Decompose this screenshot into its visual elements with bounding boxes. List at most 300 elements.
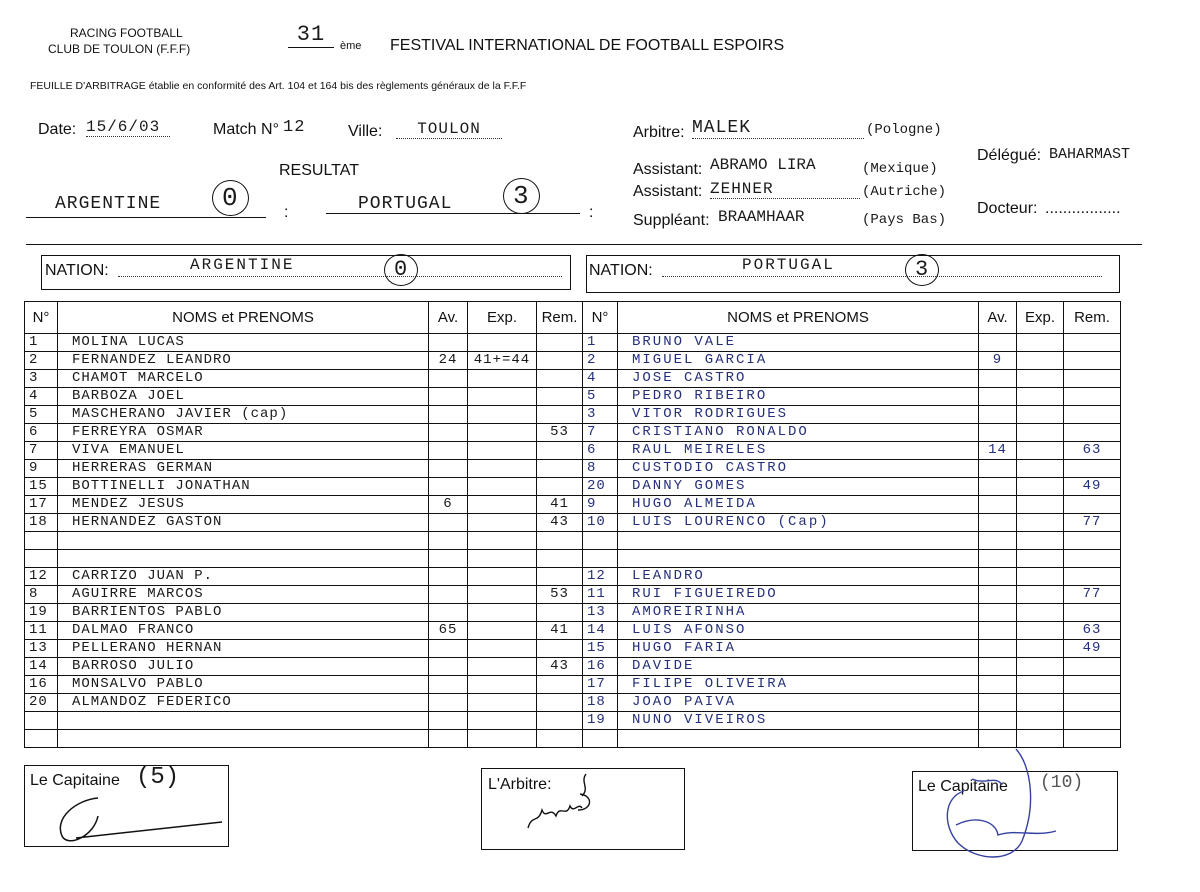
left-player-num: 18 xyxy=(25,514,58,532)
right-player-exp xyxy=(1017,478,1064,496)
doctor-label: Docteur: xyxy=(977,200,1038,217)
right-player-rem xyxy=(1064,496,1121,514)
table-row xyxy=(25,496,1121,514)
right-player-av xyxy=(979,550,1017,568)
left-player-av xyxy=(429,478,468,496)
substitute-country: (Pays Bas) xyxy=(862,212,947,228)
right-player-exp xyxy=(1017,622,1064,640)
left-player-name xyxy=(58,550,429,568)
right-player-num: 11 xyxy=(583,586,618,604)
right-player-name: CRISTIANO RONALDO xyxy=(618,424,979,442)
left-player-exp xyxy=(468,730,537,748)
right-player-av xyxy=(979,478,1017,496)
left-player-av xyxy=(429,730,468,748)
right-player-av xyxy=(979,388,1017,406)
table-row xyxy=(25,424,1121,442)
right-player-exp xyxy=(1017,604,1064,622)
right-player-rem xyxy=(1064,568,1121,586)
right-player-av xyxy=(979,712,1017,730)
left-player-name: FERREYRA OSMAR xyxy=(58,424,429,442)
result-colon-left: : xyxy=(284,204,289,221)
right-player-rem xyxy=(1064,550,1121,568)
left-player-exp xyxy=(468,388,537,406)
result-colon-right: : xyxy=(589,204,594,221)
right-player-num: 20 xyxy=(583,478,618,496)
referee-label: Arbitre: xyxy=(633,124,685,141)
assistant2-value: ZEHNER xyxy=(710,180,860,199)
right-player-exp xyxy=(1017,568,1064,586)
left-player-exp xyxy=(468,712,537,730)
home-score-value: 0 xyxy=(212,180,249,216)
left-player-av: 6 xyxy=(429,496,468,514)
roster-table xyxy=(24,301,1121,748)
header-av-right: Av. xyxy=(979,302,1017,334)
table-row xyxy=(25,370,1121,388)
right-player-exp xyxy=(1017,424,1064,442)
left-player-name: MOLINA LUCAS xyxy=(58,334,429,352)
left-player-rem xyxy=(537,640,583,658)
left-player-num: 6 xyxy=(25,424,58,442)
left-player-num: 3 xyxy=(25,370,58,388)
right-player-num: 8 xyxy=(583,460,618,478)
right-player-exp xyxy=(1017,640,1064,658)
result-label: RESULTAT xyxy=(279,162,360,179)
date-value: 15/6/03 xyxy=(86,118,170,137)
left-player-rem xyxy=(537,604,583,622)
left-player-name: MASCHERANO JAVIER (cap) xyxy=(58,406,429,424)
header-rem-right: Rem. xyxy=(1064,302,1121,334)
table-row xyxy=(25,694,1121,712)
table-row xyxy=(25,406,1121,424)
right-player-num: 1 xyxy=(583,334,618,352)
right-player-av xyxy=(979,568,1017,586)
right-player-exp xyxy=(1017,370,1064,388)
left-player-exp xyxy=(468,658,537,676)
right-player-rem xyxy=(1064,388,1121,406)
right-player-num: 16 xyxy=(583,658,618,676)
sheet-description: FEUILLE D'ARBITRAGE établie en conformité des Art. 104 et 164 bis des règlements généraux de la F.F.F xyxy=(30,80,527,92)
right-player-rem xyxy=(1064,676,1121,694)
right-player-exp xyxy=(1017,496,1064,514)
left-player-rem xyxy=(537,568,583,586)
right-player-av xyxy=(979,658,1017,676)
left-player-num: 19 xyxy=(25,604,58,622)
left-player-rem xyxy=(537,532,583,550)
left-player-av xyxy=(429,370,468,388)
right-player-num: 3 xyxy=(583,406,618,424)
right-player-av xyxy=(979,532,1017,550)
right-player-num: 9 xyxy=(583,496,618,514)
home-team-name: ARGENTINE xyxy=(55,194,162,214)
table-row xyxy=(25,622,1121,640)
nation-box-left xyxy=(41,255,571,290)
substitute-label: Suppléant: xyxy=(633,212,710,229)
left-player-av xyxy=(429,514,468,532)
left-player-exp xyxy=(468,442,537,460)
table-row xyxy=(25,550,1121,568)
left-player-name: MENDEZ JESUS xyxy=(58,496,429,514)
left-player-exp xyxy=(468,406,537,424)
header-num-left: N° xyxy=(25,302,58,334)
referee-country: (Pologne) xyxy=(866,122,942,138)
nation-name-left: ARGENTINE xyxy=(190,256,295,274)
right-player-name: MIGUEL GARCIA xyxy=(618,352,979,370)
right-player-exp xyxy=(1017,712,1064,730)
left-player-name xyxy=(58,712,429,730)
right-player-num: 17 xyxy=(583,676,618,694)
table-row xyxy=(25,460,1121,478)
table-row xyxy=(25,640,1121,658)
left-player-av xyxy=(429,406,468,424)
club-name-line1: RACING FOOTBALL xyxy=(70,26,183,40)
left-captain-label: Le Capitaine xyxy=(30,772,120,789)
left-player-rem xyxy=(537,352,583,370)
edition-suffix: ème xyxy=(340,40,362,52)
left-player-av xyxy=(429,334,468,352)
city-label: Ville: xyxy=(348,123,383,140)
right-player-rem xyxy=(1064,658,1121,676)
left-player-exp xyxy=(468,550,537,568)
match-number-value: 12 xyxy=(283,118,306,137)
table-row xyxy=(25,712,1121,730)
left-player-num: 13 xyxy=(25,640,58,658)
left-player-av xyxy=(429,388,468,406)
left-player-num: 14 xyxy=(25,658,58,676)
right-player-exp xyxy=(1017,460,1064,478)
away-result-line xyxy=(326,213,580,214)
header-exp-left: Exp. xyxy=(468,302,537,334)
left-player-name xyxy=(58,532,429,550)
left-player-name: CHAMOT MARCELO xyxy=(58,370,429,388)
left-player-rem: 53 xyxy=(537,424,583,442)
right-player-name: LUIS LOURENCO (Cap) xyxy=(618,514,979,532)
left-player-av: 65 xyxy=(429,622,468,640)
right-player-exp xyxy=(1017,442,1064,460)
right-player-name: NUNO VIVEIROS xyxy=(618,712,979,730)
right-player-rem: 49 xyxy=(1064,640,1121,658)
right-player-av xyxy=(979,622,1017,640)
left-player-name: BARBOZA JOEL xyxy=(58,388,429,406)
left-player-rem xyxy=(537,460,583,478)
right-player-exp xyxy=(1017,334,1064,352)
right-player-name: DAVIDE xyxy=(618,658,979,676)
right-player-av: 9 xyxy=(979,352,1017,370)
right-player-rem: 63 xyxy=(1064,442,1121,460)
right-player-rem xyxy=(1064,406,1121,424)
right-player-rem: 49 xyxy=(1064,478,1121,496)
right-captain-number: (10) xyxy=(1040,773,1084,793)
table-row xyxy=(25,334,1121,352)
city-value: TOULON xyxy=(396,120,502,139)
left-player-num: 1 xyxy=(25,334,58,352)
right-player-rem xyxy=(1064,334,1121,352)
left-player-num xyxy=(25,712,58,730)
right-player-exp xyxy=(1017,550,1064,568)
right-player-exp xyxy=(1017,406,1064,424)
right-player-name: JOSE CASTRO xyxy=(618,370,979,388)
left-player-exp xyxy=(468,496,537,514)
festival-title: FESTIVAL INTERNATIONAL DE FOOTBALL ESPOIRS xyxy=(390,37,785,54)
right-player-name xyxy=(618,532,979,550)
edition-number: 31 xyxy=(288,22,334,48)
right-player-name: LEANDRO xyxy=(618,568,979,586)
right-player-exp xyxy=(1017,532,1064,550)
left-player-rem: 43 xyxy=(537,514,583,532)
assistant2-country: (Autriche) xyxy=(862,184,947,200)
left-player-exp: 41+=44 xyxy=(468,352,537,370)
right-player-num: 5 xyxy=(583,388,618,406)
left-player-name: BARROSO JULIO xyxy=(58,658,429,676)
right-player-exp xyxy=(1017,514,1064,532)
left-player-exp xyxy=(468,568,537,586)
right-player-av xyxy=(979,334,1017,352)
left-player-rem: 41 xyxy=(537,622,583,640)
left-player-name xyxy=(58,730,429,748)
left-player-num: 7 xyxy=(25,442,58,460)
left-player-exp xyxy=(468,586,537,604)
left-player-exp xyxy=(468,460,537,478)
left-player-num: 8 xyxy=(25,586,58,604)
home-result-line xyxy=(26,217,266,218)
nation-score-right xyxy=(905,254,939,286)
right-player-num: 12 xyxy=(583,568,618,586)
left-player-exp xyxy=(468,514,537,532)
left-player-num: 5 xyxy=(25,406,58,424)
right-player-av xyxy=(979,514,1017,532)
match-number-label: Match N° xyxy=(213,121,279,138)
left-player-av xyxy=(429,676,468,694)
right-player-name: RAUL MEIRELES xyxy=(618,442,979,460)
right-player-exp xyxy=(1017,388,1064,406)
right-player-av xyxy=(979,460,1017,478)
left-player-exp xyxy=(468,478,537,496)
left-player-name: HERNANDEZ GASTON xyxy=(58,514,429,532)
right-player-num: 14 xyxy=(583,622,618,640)
right-player-rem: 77 xyxy=(1064,514,1121,532)
assistant1-label: Assistant: xyxy=(633,161,703,178)
right-player-name: LUIS AFONSO xyxy=(618,622,979,640)
right-player-num: 7 xyxy=(583,424,618,442)
right-player-exp xyxy=(1017,658,1064,676)
right-player-av xyxy=(979,676,1017,694)
right-player-name: HUGO ALMEIDA xyxy=(618,496,979,514)
table-row xyxy=(25,604,1121,622)
left-player-av xyxy=(429,460,468,478)
right-player-name: DANNY GOMES xyxy=(618,478,979,496)
left-player-num: 20 xyxy=(25,694,58,712)
left-player-av xyxy=(429,550,468,568)
nation-dotline-left xyxy=(118,276,562,277)
doctor-value: ................. xyxy=(1045,200,1121,217)
left-player-num xyxy=(25,730,58,748)
left-player-rem xyxy=(537,334,583,352)
left-player-av xyxy=(429,568,468,586)
right-player-num: 4 xyxy=(583,370,618,388)
left-player-rem: 53 xyxy=(537,586,583,604)
assistant1-country: (Mexique) xyxy=(862,161,938,177)
right-player-name: PEDRO RIBEIRO xyxy=(618,388,979,406)
right-player-name: VITOR RODRIGUES xyxy=(618,406,979,424)
left-player-name: BARRIENTOS PABLO xyxy=(58,604,429,622)
right-player-rem xyxy=(1064,604,1121,622)
right-player-exp xyxy=(1017,676,1064,694)
left-player-name: VIVA EMANUEL xyxy=(58,442,429,460)
table-row xyxy=(25,388,1121,406)
right-player-av xyxy=(979,406,1017,424)
right-player-name xyxy=(618,730,979,748)
right-player-exp xyxy=(1017,694,1064,712)
right-player-rem xyxy=(1064,424,1121,442)
left-player-exp xyxy=(468,604,537,622)
left-player-av xyxy=(429,604,468,622)
left-player-num: 15 xyxy=(25,478,58,496)
left-player-av xyxy=(429,640,468,658)
right-player-num: 13 xyxy=(583,604,618,622)
right-player-num: 15 xyxy=(583,640,618,658)
right-player-name: BRUNO VALE xyxy=(618,334,979,352)
left-player-exp xyxy=(468,334,537,352)
left-player-num xyxy=(25,532,58,550)
left-player-av xyxy=(429,694,468,712)
right-player-av xyxy=(979,604,1017,622)
left-player-av xyxy=(429,658,468,676)
table-row xyxy=(25,442,1121,460)
right-player-av xyxy=(979,694,1017,712)
table-row xyxy=(25,658,1121,676)
table-row xyxy=(25,586,1121,604)
assistant1-value: ABRAMO LIRA xyxy=(710,156,816,174)
right-player-rem xyxy=(1064,352,1121,370)
away-team-name: PORTUGAL xyxy=(358,194,453,214)
right-player-exp xyxy=(1017,352,1064,370)
right-player-name: CUSTODIO CASTRO xyxy=(618,460,979,478)
right-player-name: AMOREIRINHA xyxy=(618,604,979,622)
left-player-name: FERNANDEZ LEANDRO xyxy=(58,352,429,370)
nation-label-right: NATION: xyxy=(589,262,653,279)
right-player-num xyxy=(583,550,618,568)
left-player-name: HERRERAS GERMAN xyxy=(58,460,429,478)
left-player-num: 11 xyxy=(25,622,58,640)
home-score xyxy=(212,180,249,216)
right-player-num: 10 xyxy=(583,514,618,532)
right-player-name: JOAO PAIVA xyxy=(618,694,979,712)
roster-header-row xyxy=(25,302,1121,334)
header-av-left: Av. xyxy=(429,302,468,334)
left-player-rem xyxy=(537,712,583,730)
left-player-rem xyxy=(537,406,583,424)
left-player-num: 12 xyxy=(25,568,58,586)
right-player-num: 6 xyxy=(583,442,618,460)
left-player-exp xyxy=(468,622,537,640)
right-player-name: HUGO FARIA xyxy=(618,640,979,658)
left-player-name: ALMANDOZ FEDERICO xyxy=(58,694,429,712)
right-player-rem: 63 xyxy=(1064,622,1121,640)
left-player-av xyxy=(429,424,468,442)
table-row xyxy=(25,478,1121,496)
left-player-rem: 43 xyxy=(537,658,583,676)
table-row xyxy=(25,568,1121,586)
referee-signature-label: L'Arbitre: xyxy=(488,776,552,793)
right-captain-label: Le Capitaine xyxy=(918,778,1008,795)
right-player-av xyxy=(979,640,1017,658)
right-player-av: 14 xyxy=(979,442,1017,460)
right-player-av xyxy=(979,586,1017,604)
right-player-rem xyxy=(1064,460,1121,478)
left-player-name: MONSALVO PABLO xyxy=(58,676,429,694)
right-player-av xyxy=(979,370,1017,388)
referee-signature xyxy=(520,770,610,840)
left-player-rem xyxy=(537,478,583,496)
right-player-rem xyxy=(1064,694,1121,712)
left-player-rem xyxy=(537,730,583,748)
left-player-exp xyxy=(468,370,537,388)
right-player-rem xyxy=(1064,370,1121,388)
nation-score-left xyxy=(384,254,418,286)
right-player-name: FILIPE OLIVEIRA xyxy=(618,676,979,694)
left-player-name: AGUIRRE MARCOS xyxy=(58,586,429,604)
header-names-right: NOMS et PRENOMS xyxy=(618,302,979,334)
left-captain-signature xyxy=(36,792,226,850)
right-player-rem xyxy=(1064,712,1121,730)
right-player-num: 19 xyxy=(583,712,618,730)
header-divider xyxy=(26,244,1142,245)
nation-label-left: NATION: xyxy=(45,262,109,279)
away-score xyxy=(503,178,540,214)
left-player-av xyxy=(429,442,468,460)
club-name-line2: CLUB DE TOULON (F.F.F) xyxy=(48,42,191,56)
right-player-rem xyxy=(1064,532,1121,550)
away-score-value: 3 xyxy=(503,178,540,214)
left-player-av xyxy=(429,586,468,604)
nation-box-right xyxy=(586,255,1120,293)
left-player-exp xyxy=(468,532,537,550)
right-player-name: RUI FIGUEIREDO xyxy=(618,586,979,604)
nation-score-right-value: 3 xyxy=(905,254,939,286)
left-player-exp xyxy=(468,424,537,442)
header-num-right: N° xyxy=(583,302,618,334)
left-player-name: PELLERANO HERNAN xyxy=(58,640,429,658)
left-player-rem xyxy=(537,694,583,712)
right-player-exp xyxy=(1017,586,1064,604)
right-player-num: 18 xyxy=(583,694,618,712)
substitute-value: BRAAMHAAR xyxy=(718,208,805,226)
left-player-num: 4 xyxy=(25,388,58,406)
left-player-rem xyxy=(537,550,583,568)
left-player-num: 16 xyxy=(25,676,58,694)
left-player-exp xyxy=(468,694,537,712)
left-player-num: 2 xyxy=(25,352,58,370)
left-player-rem xyxy=(537,388,583,406)
left-player-rem xyxy=(537,676,583,694)
right-player-num xyxy=(583,532,618,550)
delegate-value: BAHARMAST xyxy=(1049,146,1131,163)
left-player-av xyxy=(429,712,468,730)
left-player-num: 17 xyxy=(25,496,58,514)
header-rem-left: Rem. xyxy=(537,302,583,334)
nation-dotline-right xyxy=(662,276,1102,277)
delegate-label: Délégué: xyxy=(977,147,1042,164)
left-player-num: 9 xyxy=(25,460,58,478)
nation-score-left-value: 0 xyxy=(384,254,418,286)
table-row xyxy=(25,532,1121,550)
assistant2-label: Assistant: xyxy=(633,183,703,200)
header-exp-right: Exp. xyxy=(1017,302,1064,334)
left-player-name: CARRIZO JUAN P. xyxy=(58,568,429,586)
right-player-av xyxy=(979,496,1017,514)
left-player-num xyxy=(25,550,58,568)
right-player-num: 2 xyxy=(583,352,618,370)
nation-name-right: PORTUGAL xyxy=(742,256,835,274)
